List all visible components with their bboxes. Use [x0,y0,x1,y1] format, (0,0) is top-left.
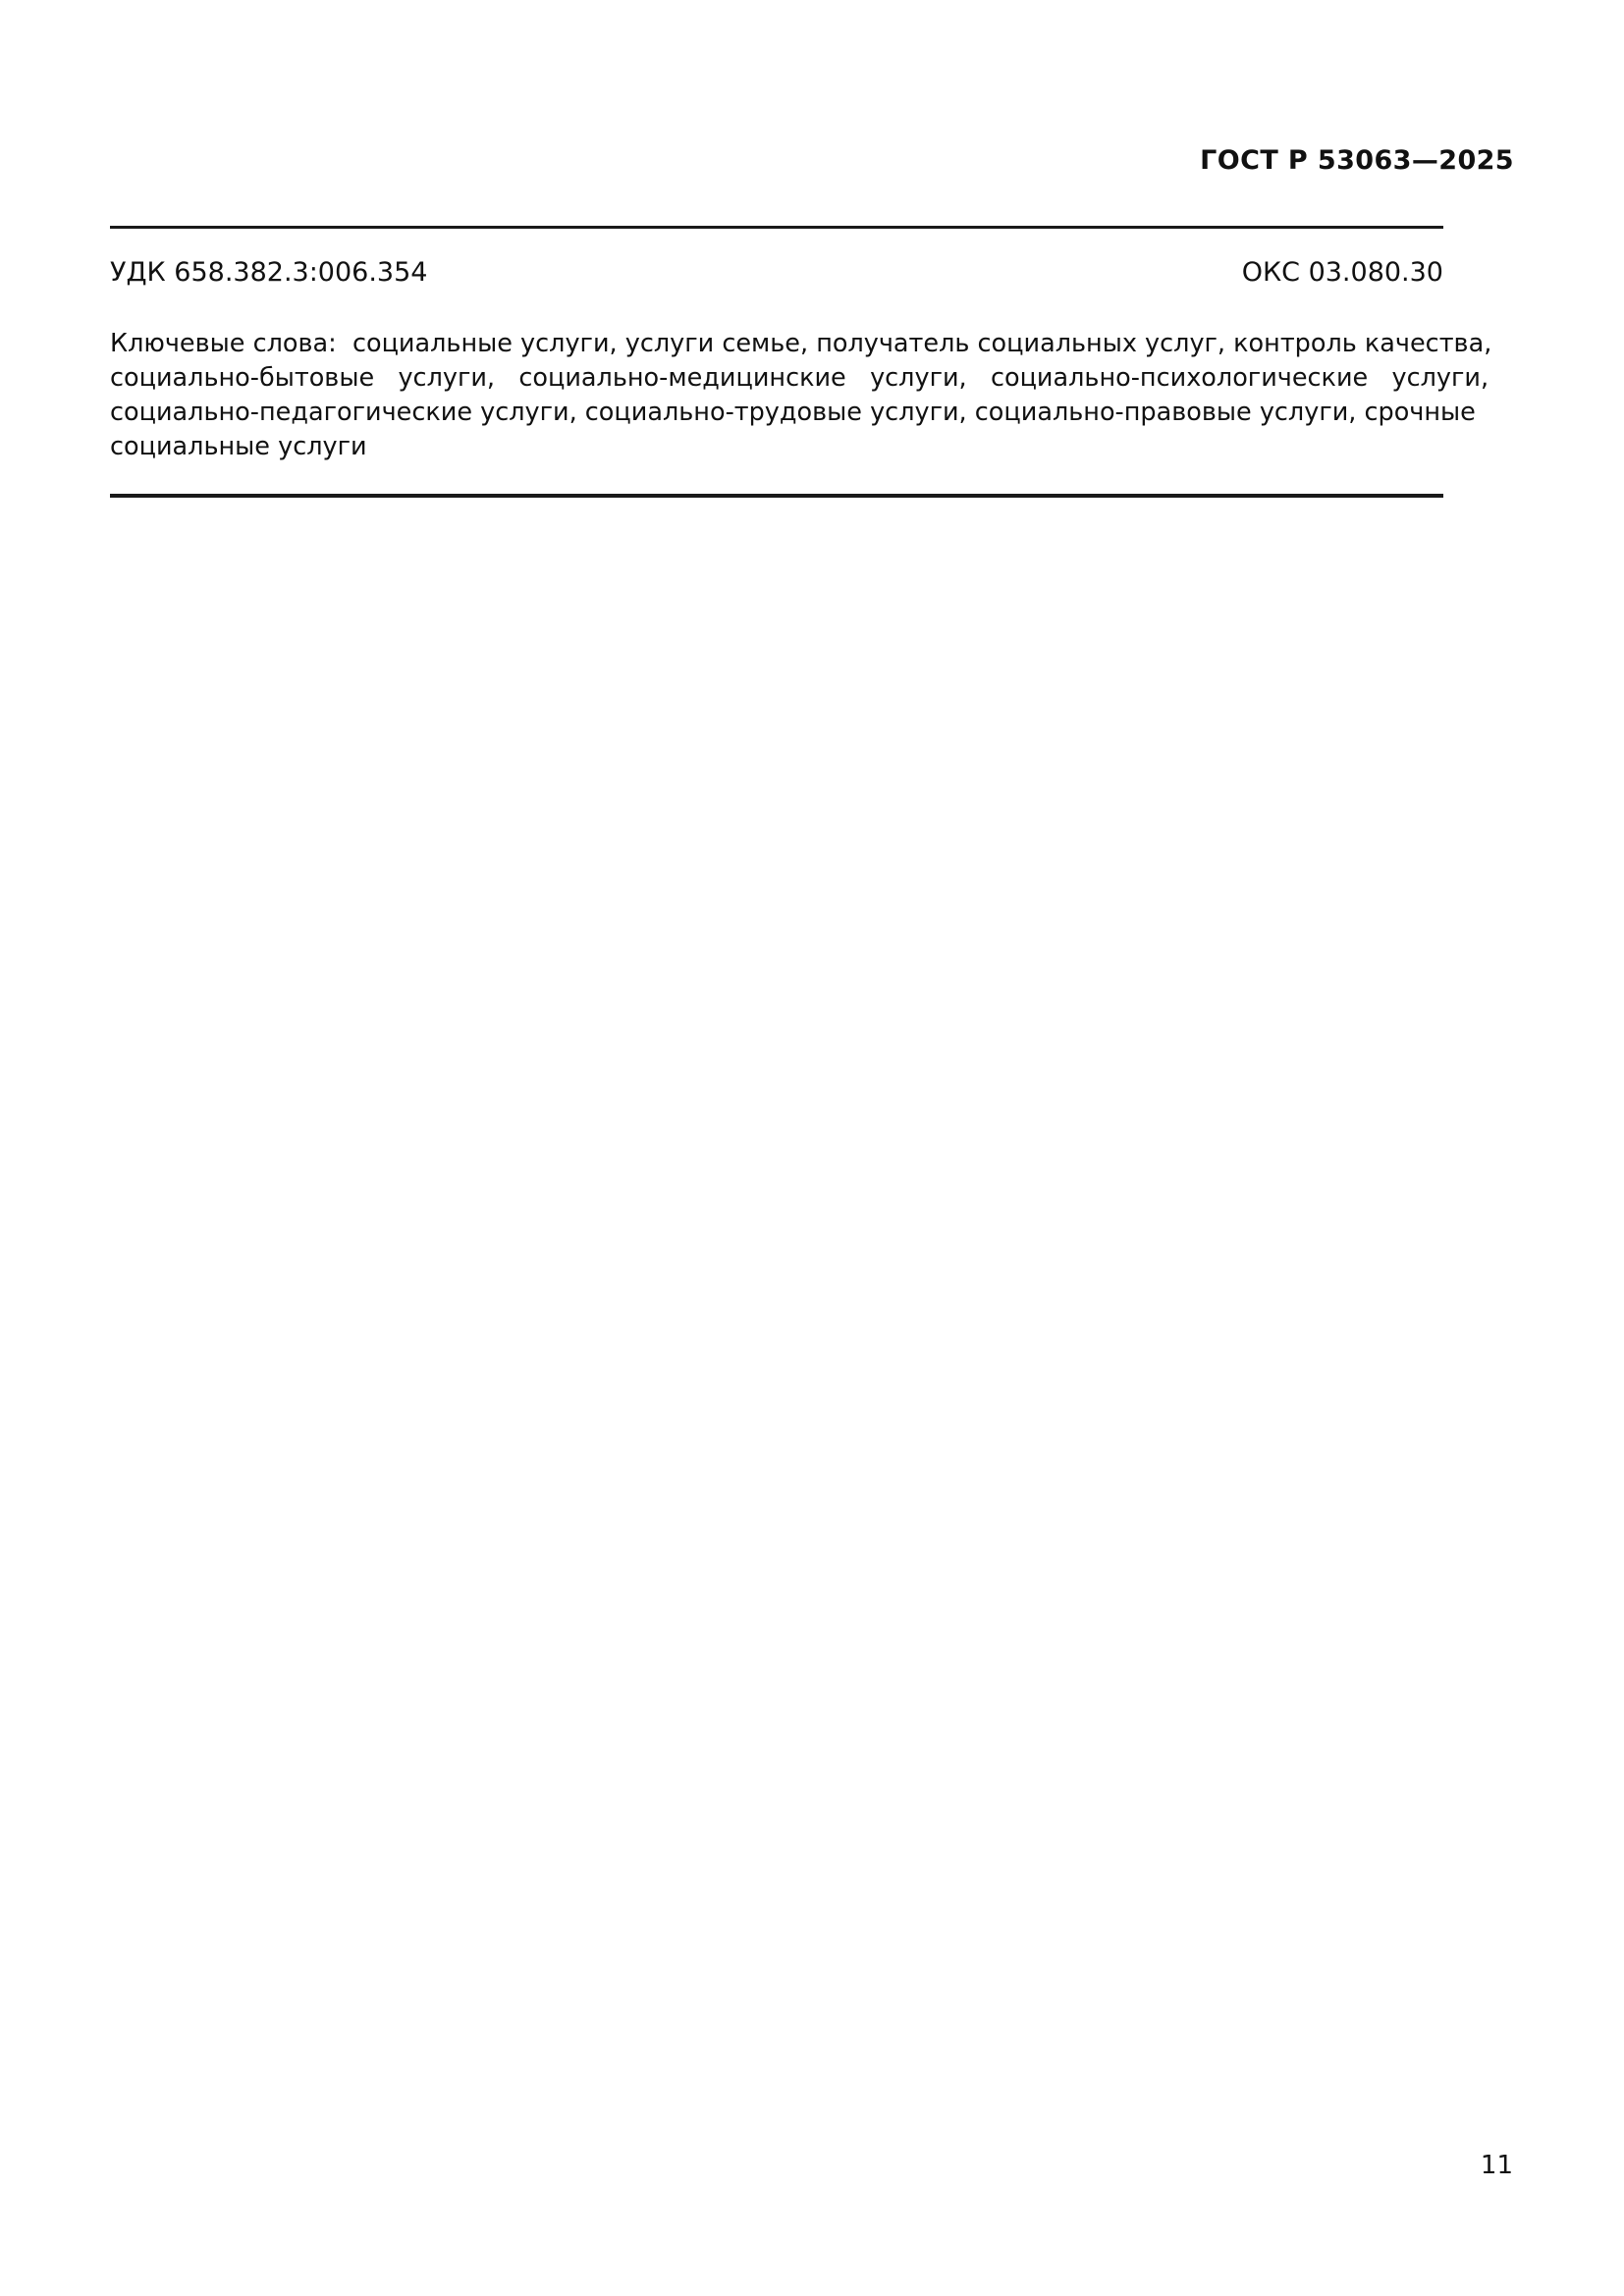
keywords-line-2: социально-бытовые услуги, социально-медицинские услуги, социально-психологические услуги, [110,363,1489,393]
document-designation: ГОСТ Р 53063—2025 [1200,145,1514,176]
udk-code: УДК 658.382.3:006.354 [110,257,428,288]
oks-code: ОКС 03.080.30 [1241,257,1443,288]
keywords-line-4: социальные услуги [110,432,367,461]
keywords-block [110,327,1492,464]
keywords-line-1: Ключевые слова: социальные услуги, услуги семье, получатель социальных услуг, контроль качества, [110,329,1492,358]
classification-codes-row [110,257,1443,296]
header-divider-top [110,226,1443,229]
keywords-line-3: социально-педагогические услуги, социально-трудовые услуги, социально-правовые услуги, срочные [110,398,1476,427]
page-number: 11 [1480,2151,1513,2180]
footer-divider-bottom [110,494,1443,498]
